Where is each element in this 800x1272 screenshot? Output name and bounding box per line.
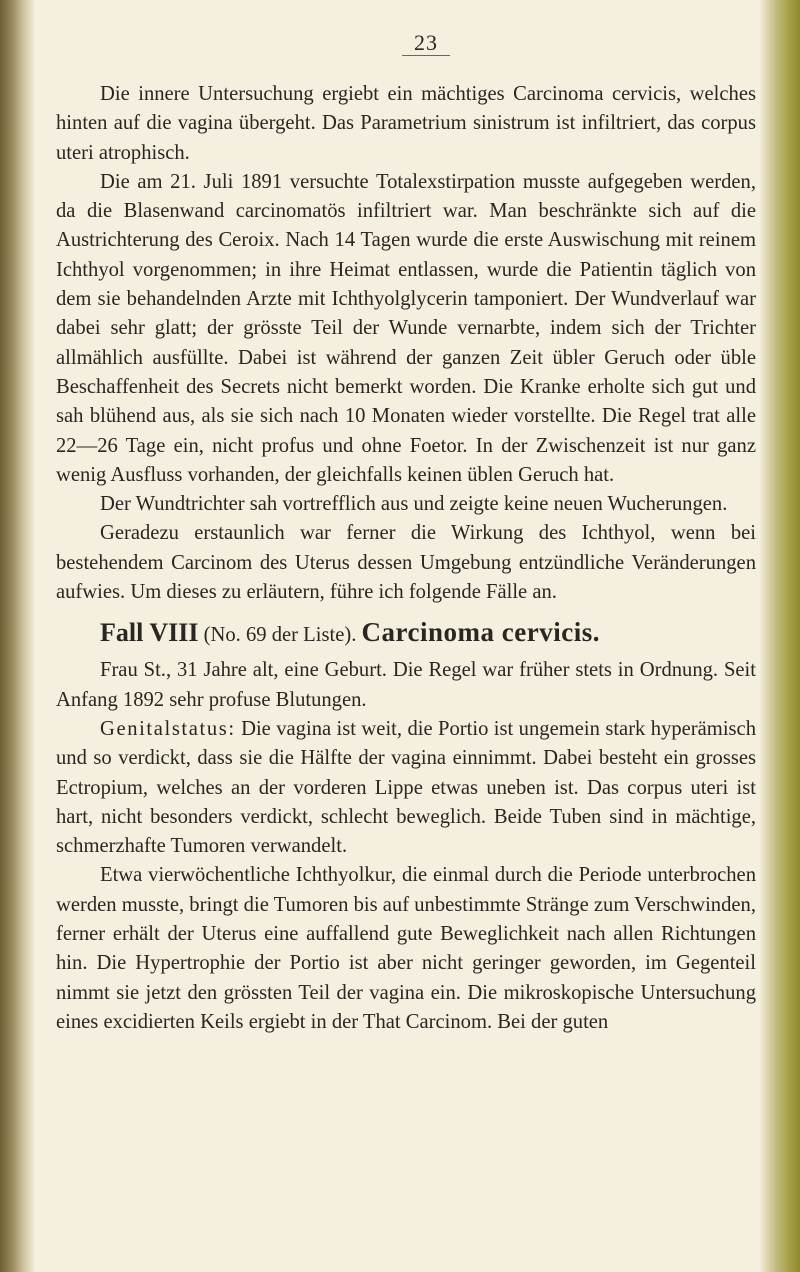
paragraph-ichthyol-effect: Geradezu erstaunlich war ferner die Wirkung des Ichthyol, wenn bei bestehendem Carcinom des Uterus dessen Umgebung entzündliche Veränderungen aufwies. Um dieses zu erläutern, führe ich folgende Fälle an. — [56, 522, 756, 604]
scan-binding-edge — [0, 0, 34, 1272]
paragraph-treatment: Etwa vierwöchentliche Ichthyolkur, die einmal durch die Periode unterbrochen werden musste, bringt die Tumoren bis auf unbestimmte Stränge zum Verschwinden, ferner erhält der Uterus eine auffallend gute Beweglichkeit nach allen Richtungen hin. Die Hypertrophie der Portio ist aber nicht geringer geworden, im Gegenteil nimmt sie jetzt den grössten Teil der vagina ein. Die mikroskopische Untersuchung eines excidierten Keils ergiebt in der That Carcinom. Bei der guten — [56, 864, 756, 1033]
genital-status-text: Die vagina ist weit, die Portio ist ungemein stark hyperämisch und so verdickt, dass sie die Hälfte der vagina einnimmt. Dabei besteht ein grosses Ectropium, welches an der vorderen Lippe etwas uneben ist. Das corpus uteri ist hart, nicht besonders verdickt, schlecht beweglich. Beide Tuben sind in mächtige, schmerzhafte Tumoren verwandelt. — [56, 717, 756, 858]
page-number — [56, 30, 756, 56]
paragraph-case-intro: Frau St., 31 Jahre alt, eine Geburt. Die Regel war früher stets in Ordnung. Seit Anfang 1892 sehr profuse Blutungen. — [56, 659, 756, 711]
book-page — [56, 30, 756, 1037]
case-label: Fall VIII — [100, 618, 199, 648]
case-note: (No. 69 der Liste). — [203, 624, 357, 647]
genital-status-label: Genitalstatus: — [100, 717, 236, 740]
paragraph-genital-status — [56, 715, 756, 861]
case-title: Carcinoma cervicis. — [361, 617, 600, 648]
scan-gutter-edge — [760, 0, 800, 1272]
paragraph-wound-funnel: Der Wundtrichter sah vortrefflich aus und zeigte keine neuen Wucherungen. — [100, 493, 728, 516]
paragraph-operation: Die am 21. Juli 1891 versuchte Totalexstirpation musste aufgegeben werden, da die Blasenwand carcinomatös infiltriert war. Man beschränkte sich auf die Austrichterung des Ceroix. Nach 14 Tagen wurde die erste Auswischung mit reinem Ichthyol vorgenommen; in ihre Heimat entlassen, wurde die Patientin täglich von dem sie behandelnden Arzte mit Ichthyolglycerin tamponiert. Der Wundverlauf war dabei sehr glatt; der grösste Teil der Wunde vernarbte, indem sich der Trichter allmählich ausfüllte. Dabei ist während der ganzen Zeit übler Geruch oder üble Beschaffenheit des Secrets nicht bemerkt worden. Die Kranke erholte sich gut und sah blühend aus, als sie sich nach 10 Monaten wieder vorstellte. Die Regel trat alle 22—26 Tage ein, nicht profus und ohne Foetor. In der Zwischenzeit ist nur ganz wenig Ausfluss vorhanden, der gleichfalls keinen üblen Geruch hat. — [56, 170, 756, 486]
paragraph-examination: Die innere Untersuchung ergiebt ein mächtiges Carcinoma cervicis, welches hinten auf die vagina übergeht. Das Parametrium sinistrum ist infiltriert, das corpus uteri atrophisch. — [56, 83, 756, 164]
case-heading — [56, 615, 756, 652]
page-number-text: 23 — [402, 30, 450, 56]
